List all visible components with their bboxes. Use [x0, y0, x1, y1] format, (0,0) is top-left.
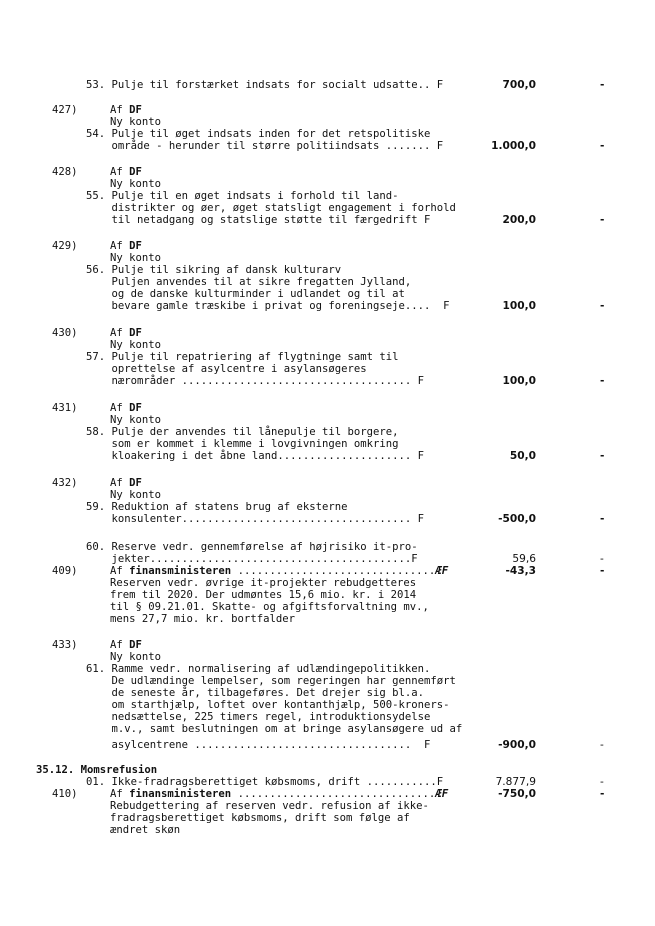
entry-af-party: DF	[129, 104, 142, 116]
reserve-dash-2: -	[600, 565, 605, 577]
moms-amount-2: -750,0	[498, 788, 536, 800]
moms-note: ændret skøn	[110, 824, 181, 836]
af-mark: ÆF	[435, 788, 449, 800]
entry-af-party: DF	[129, 240, 142, 252]
entry-line: bevare gamle træskibe i privat og foreningseje.... F	[86, 300, 450, 312]
entry-af-party: DF	[129, 327, 142, 339]
entry-line: 55. Pulje til en øget indsats i forhold til land-	[86, 190, 399, 202]
entry-af: Af DF	[110, 240, 142, 252]
entry-af: Af DF	[110, 104, 142, 116]
af-mark: ÆF	[435, 565, 449, 577]
entry-konto: Ny konto	[110, 489, 162, 501]
entry-dash: -	[600, 214, 605, 226]
entry-line: område - herunder til større politiindsats ....... F	[86, 140, 444, 152]
reserve-note: mens 27,7 mio. kr. bortfalder	[110, 613, 295, 625]
entry-amount: 50,0	[509, 450, 536, 462]
entry-line: som er kommet i klemme i lovgivningen omkring	[86, 438, 399, 450]
af-prefix: Af	[110, 565, 130, 577]
udl-line: 61. Ramme vedr. normalisering af udlændingepolitikken.	[86, 663, 431, 675]
entry-af-party: DF	[129, 166, 142, 178]
af-dots: ...............................	[231, 788, 436, 800]
entry-amount: 200,0	[502, 214, 536, 226]
udl-af-party: DF	[129, 639, 142, 651]
entry-line: kloakering i det åbne land..................... F	[86, 450, 425, 462]
entry-line: 57. Pulje til repatriering af flygtninge samt til	[86, 351, 399, 363]
udl-line: De udlændinge lempelser, som regeringen har gennemført	[86, 675, 456, 687]
udl-konto: Ny konto	[110, 651, 162, 663]
section-heading: 35.12. Momsrefusion	[36, 764, 158, 776]
entry-amount: 1.000,0	[491, 140, 536, 152]
reserve-note: frem til 2020. Der udmøntes 15,6 mio. kr. i 2014	[110, 589, 417, 601]
entry-line: og de danske kulturminder i udlandet og til at	[86, 288, 405, 300]
entry-konto: Ny konto	[110, 252, 162, 264]
entry-line: distrikter og øer, øget statsligt engagement i forhold	[86, 202, 456, 214]
udl-line: nedsættelse, 225 timers regel, introduktionsydelse	[86, 711, 431, 723]
udl-line: om starthjælp, loftet over kontanthjælp, 500-kroners-	[86, 699, 450, 711]
entry-line: oprettelse af asylcentre i asylansøgeres	[86, 363, 367, 375]
entry-konto: Ny konto	[110, 178, 162, 190]
entry-line: 58. Pulje der anvendes til lånepulje til borgere,	[86, 426, 399, 438]
entry-af-party: DF	[129, 477, 142, 489]
udl-ref: 433)	[52, 639, 78, 651]
udl-amount: -900,0	[498, 739, 536, 751]
reserve-amount: 59,6	[512, 553, 536, 565]
udl-dash: -	[600, 739, 604, 751]
entry-dash: -	[600, 513, 605, 525]
reserve-af-line	[110, 565, 448, 577]
entry-dash: -	[600, 140, 605, 152]
af-name: finansministeren	[129, 788, 232, 800]
entry-ref: 431)	[52, 402, 78, 414]
reserve-dash: -	[600, 553, 604, 565]
entry-ref: 429)	[52, 240, 78, 252]
entry-amount: -500,0	[498, 513, 536, 525]
moms-dash-2: -	[600, 788, 605, 800]
entry-ref: 432)	[52, 477, 78, 489]
udl-line: asylcentrene .................................. F	[86, 739, 431, 751]
moms-dash-1: -	[600, 776, 604, 788]
entry-ref: 427)	[52, 104, 78, 116]
af-name: finansministeren	[129, 565, 232, 577]
entry-ref: 430)	[52, 327, 78, 339]
reserve-note: til § 09.21.01. Skatte- og afgiftsforvaltning mv.,	[110, 601, 429, 613]
reserve-ref: 409)	[52, 565, 78, 577]
moms-amount-1: 7.877,9	[495, 776, 536, 788]
moms-note: fradragsberettiget købsmoms, drift som følge af	[110, 812, 410, 824]
entry-konto: Ny konto	[110, 116, 162, 128]
entry-dash: -	[600, 450, 605, 462]
entry-konto: Ny konto	[110, 339, 162, 351]
reserve-amount-2: -43,3	[505, 565, 536, 577]
udl-af: Af DF	[110, 639, 142, 651]
entry-line: Puljen anvendes til at sikre fregatten Jylland,	[86, 276, 412, 288]
entry-line: 59. Reduktion af statens brug af eksterne	[86, 501, 348, 513]
entry-line: 53. Pulje til forstærket indsats for socialt udsatte.. F	[86, 79, 444, 91]
entry-amount: 700,0	[502, 79, 536, 91]
entry-af: Af DF	[110, 477, 142, 489]
entry-af: Af DF	[110, 402, 142, 414]
reserve-line-2: jekter.........................................F	[86, 553, 418, 565]
af-prefix: Af	[110, 788, 130, 800]
entry-dash: -	[600, 79, 605, 91]
entry-line: til netadgang og statslige støtte til færgedrift F	[86, 214, 431, 226]
moms-ref: 410)	[52, 788, 78, 800]
entry-ref: 428)	[52, 166, 78, 178]
udl-line: de seneste år, tilbageføres. Det drejer sig bl.a.	[86, 687, 425, 699]
entry-line: 56. Pulje til sikring af dansk kulturarv	[86, 264, 342, 276]
entry-amount: 100,0	[502, 375, 536, 387]
moms-af-line	[110, 788, 448, 800]
reserve-note: Reserven vedr. øvrige it-projekter rebudgetteres	[110, 577, 417, 589]
reserve-line-1: 60. Reserve vedr. gennemførelse af højrisiko it-pro-	[86, 541, 418, 553]
entry-dash: -	[600, 300, 605, 312]
entry-line: konsulenter.................................... F	[86, 513, 425, 525]
entry-dash: -	[600, 375, 605, 387]
entry-af-party: DF	[129, 402, 142, 414]
entry-line: 54. Pulje til øget indsats inden for det retspolitiske	[86, 128, 431, 140]
entry-konto: Ny konto	[110, 414, 162, 426]
udl-line: m.v., samt beslutningen om at bringe asylansøgere ud af	[86, 723, 463, 735]
af-dots: ...............................	[231, 565, 436, 577]
moms-note: Rebudgettering af reserven vedr. refusion af ikke-	[110, 800, 429, 812]
moms-line-1: 01. Ikke-fradragsberettiget købsmoms, drift ...........F	[86, 776, 444, 788]
entry-af: Af DF	[110, 327, 142, 339]
entry-af: Af DF	[110, 166, 142, 178]
entry-amount: 100,0	[502, 300, 536, 312]
entry-line: nærområder .................................... F	[86, 375, 425, 387]
